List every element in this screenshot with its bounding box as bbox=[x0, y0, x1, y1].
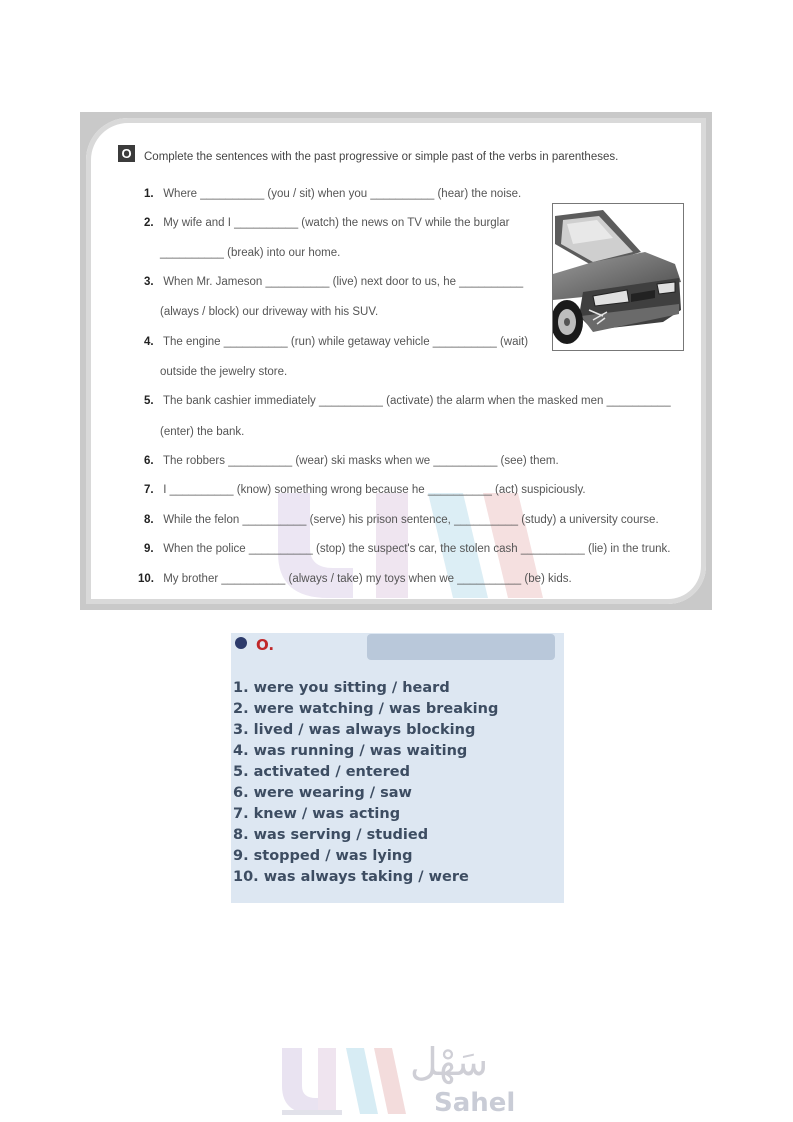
answer-item: 6. were wearing / saw bbox=[233, 785, 412, 801]
exercise-item-6 bbox=[144, 455, 559, 467]
item-number: 6. bbox=[144, 455, 154, 467]
logo-latin-text: Sahel bbox=[434, 1088, 516, 1118]
exercise-item-4-cont: outside the jewelry store. bbox=[160, 366, 288, 378]
exercise-item-10 bbox=[138, 573, 572, 585]
item-number: 7. bbox=[144, 484, 154, 496]
bullet-icon bbox=[235, 637, 247, 649]
answer-item: 1. were you sitting / heard bbox=[233, 680, 450, 696]
item-number: 9. bbox=[144, 543, 154, 555]
item-number: 3. bbox=[144, 276, 154, 288]
item-text: Where __________ (you / sit) when you __________ (hear) the noise. bbox=[163, 188, 522, 200]
exercise-item-8 bbox=[144, 514, 659, 526]
exercise-item-4 bbox=[144, 336, 528, 348]
item-text: When the police __________ (stop) the suspect's car, the stolen cash __________ (lie) in the trunk. bbox=[163, 543, 671, 555]
answer-item: 4. was running / was waiting bbox=[233, 743, 468, 759]
item-number: 5. bbox=[144, 395, 154, 407]
item-text: While the felon __________ (serve) his prison sentence, __________ (study) a university course. bbox=[163, 514, 659, 526]
exercise-item-9 bbox=[144, 543, 670, 555]
item-text: When Mr. Jameson __________ (live) next door to us, he __________ bbox=[163, 276, 524, 288]
answer-item: 5. activated / entered bbox=[233, 764, 410, 780]
exercise-item-2 bbox=[144, 217, 509, 229]
item-number: 4. bbox=[144, 336, 154, 348]
car-illustration bbox=[552, 203, 684, 351]
logo-arabic-text: سَهْل bbox=[410, 1040, 489, 1084]
answer-item: 9. stopped / was lying bbox=[233, 848, 413, 864]
answer-item: 10. was always taking / were bbox=[233, 869, 469, 885]
item-text: The bank cashier immediately __________ (activate) the alarm when the masked men __________ bbox=[163, 395, 671, 407]
exercise-item-3 bbox=[144, 276, 523, 288]
item-number: 8. bbox=[144, 514, 154, 526]
answer-key-tab bbox=[367, 634, 555, 660]
exercise-item-1 bbox=[144, 188, 521, 200]
exercise-badge: O bbox=[118, 145, 135, 162]
exercise-item-3-cont: (always / block) our driveway with his SUV. bbox=[160, 306, 379, 318]
item-number: 10. bbox=[138, 573, 154, 585]
answer-item: 3. lived / was always blocking bbox=[233, 722, 476, 738]
damaged-car-icon bbox=[553, 204, 683, 350]
exercise-item-5-cont: (enter) the bank. bbox=[160, 426, 245, 438]
sahel-logo-mark-icon bbox=[278, 1040, 408, 1120]
item-number: 2. bbox=[144, 217, 154, 229]
sahel-logo bbox=[278, 1040, 518, 1120]
item-text: The robbers __________ (wear) ski masks when we __________ (see) them. bbox=[163, 455, 559, 467]
answer-list bbox=[233, 678, 498, 888]
item-text: I __________ (know) something wrong because he __________ (act) suspiciously. bbox=[163, 484, 586, 496]
item-text: My brother __________ (always / take) my toys when we __________ (be) kids. bbox=[163, 573, 572, 585]
answer-item: 2. were watching / was breaking bbox=[233, 701, 499, 717]
exercise-instruction: Complete the sentences with the past progressive or simple past of the verbs in parentheses. bbox=[144, 151, 619, 163]
item-number: 1. bbox=[144, 188, 154, 200]
exercise-item-7 bbox=[144, 484, 586, 496]
exercise-item-2-cont: __________ (break) into our home. bbox=[160, 247, 341, 259]
answer-key-heading: O. bbox=[256, 636, 275, 654]
item-text: The engine __________ (run) while getaway vehicle __________ (wait) bbox=[163, 336, 529, 348]
exercise-item-5 bbox=[144, 395, 671, 407]
answer-item: 8. was serving / studied bbox=[233, 827, 429, 843]
answer-item: 7. knew / was acting bbox=[233, 806, 401, 822]
item-text: My wife and I __________ (watch) the news on TV while the burglar bbox=[163, 217, 510, 229]
